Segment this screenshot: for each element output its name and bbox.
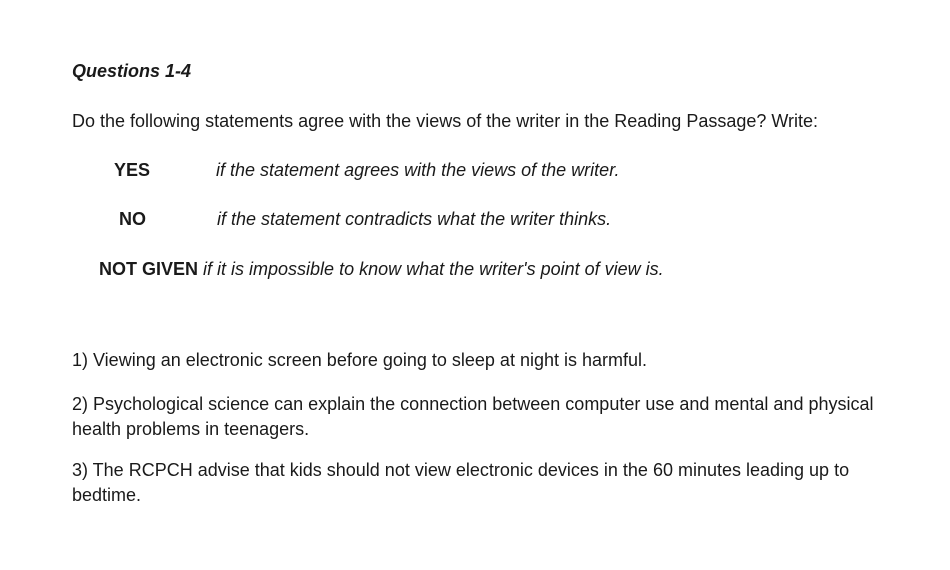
key-term-yes: YES — [114, 160, 151, 180]
key-definition-yes: if the statement agrees with the views of the writer. — [216, 160, 620, 180]
question-3: 3) The RCPCH advise that kids should not view electronic devices in the 60 minutes leading up to bedtime. — [72, 460, 850, 505]
key-definition-no: if the statement contradicts what the writer thinks. — [217, 209, 612, 229]
instruction-text: Do the following statements agree with the views of the writer in the Reading Passage? Write: — [72, 111, 819, 131]
key-term-no: NO — [119, 209, 146, 229]
section-title: Questions 1-4 — [72, 61, 192, 81]
question-1: 1) Viewing an electronic screen before going to sleep at night is harmful. — [72, 350, 647, 370]
question-2: 2) Psychological science can explain the connection between computer use and mental and physical health problems in teenagers. — [72, 394, 874, 439]
key-term-not-given: NOT GIVEN — [99, 259, 199, 279]
key-definition-not-given: if it is impossible to know what the writer's point of view is. — [203, 259, 664, 279]
key-row-not-given — [99, 259, 664, 280]
